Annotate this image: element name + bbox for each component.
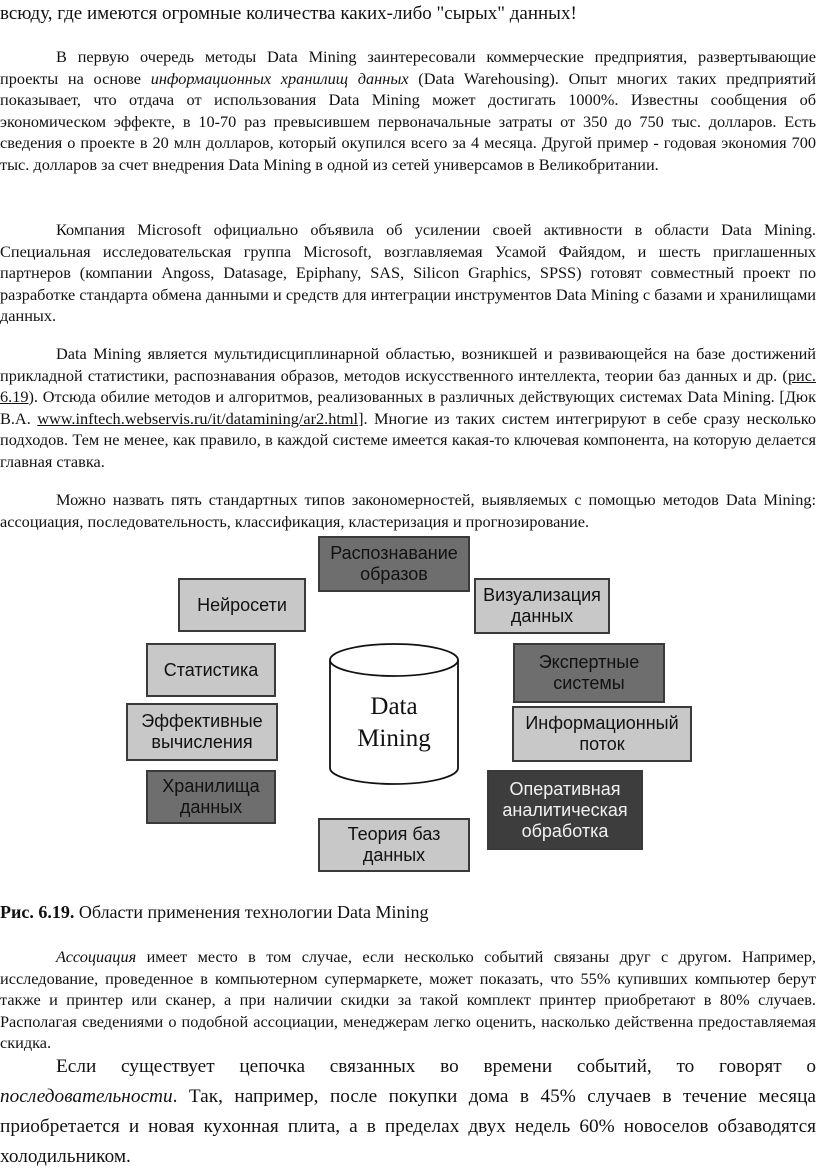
paragraph-data-warehousing bbox=[0, 46, 816, 176]
paragraph-microsoft: Компания Microsoft официально объявила об усилении своей активности в области Data Mining. Специальная исследовательская группа Microsoft, возглавляемая Усамой Файядом, и шесть приглашенных партнеров (компании Angoss, Datasage, Epiphany, SAS, Silicon Graphics, SPSS) готовят совместный проект по разработке стандарта обмена данными и средств для интеграции инструментов Data Mining с базами и хранилищами данных. bbox=[0, 220, 816, 326]
box-neural-networks bbox=[178, 578, 306, 632]
source-url-link[interactable]: www.inftech.webservis.ru/it/datamining/ar2.html bbox=[37, 408, 359, 428]
box-information-flow bbox=[512, 706, 692, 762]
para3-text-a: Data Mining является мультидисциплинарной областью, возникшей и развивающейся на базе достижений прикладной статистики, распознавания образов, методов искусственного интеллекта, теории баз данных и др. ( bbox=[0, 344, 816, 385]
figure-caption-label: Рис. 6.19. bbox=[0, 902, 75, 922]
box-statistics bbox=[146, 643, 276, 697]
cylinder-top bbox=[330, 644, 458, 676]
para1-text-a: В первую очередь методы Data Mining заинтересовали коммерческие предприятия, развертывающие проекты на основе bbox=[0, 47, 816, 88]
box-data-visualization-label: Визуализация данных bbox=[483, 585, 601, 626]
box-statistics-label: Статистика bbox=[163, 659, 259, 680]
box-olap bbox=[487, 770, 643, 850]
figure-caption bbox=[0, 900, 428, 924]
para5-italic-term: Ассоциация bbox=[56, 947, 137, 966]
data-mining-cylinder bbox=[326, 640, 462, 790]
figure-link[interactable]: рис. 6.19 bbox=[0, 365, 816, 407]
para6-italic-term: последовательности bbox=[0, 1086, 173, 1107]
box-pattern-recognition bbox=[318, 536, 470, 592]
cylinder-body bbox=[330, 660, 458, 784]
box-efficient-computing-label: Эффективные вычисления bbox=[141, 711, 263, 752]
para6-text-b: . Так, например, после покупки дома в 45% случаев в течение месяца приобретается и новая кухонная плита, а в пределах двух недель 60% новоселов обзаводятся холодильником. bbox=[0, 1086, 816, 1167]
para1-text-b: (Data Warehousing). Опыт многих таких предприятий показывает, что отдача от использования Data Mining может достигать 1000%. Известны сообщения об экономическом эффекте, в 10-70 раз превысившем первоначальные затраты от 350 до 750 тыс. долларов. Есть сведения о проекте в 20 млн долларов, который окупился всего за 4 месяца. Другой пример - годовая экономия 700 тыс. долларов за счет внедрения Data Mining в одной из сетей универсамов в Великобритании. bbox=[0, 68, 816, 174]
paragraph-multidisciplinary bbox=[0, 343, 816, 473]
para1-italic-term: информационных хранилищ данных bbox=[150, 68, 409, 88]
box-pattern-recognition-label: Распознавание образов bbox=[330, 543, 458, 584]
paragraph-sequence bbox=[0, 1052, 816, 1172]
figure-caption-text: Области применения технологии Data Mining bbox=[74, 902, 429, 922]
para3-text-b: ). Отсюда обилие методов и алгоритмов, реализованных в различных действующих системах Data Mining. [Дюк В.А. bbox=[0, 387, 816, 428]
top-line: всюду, где имеются огромные количества каких-либо "сырых" данных! bbox=[0, 3, 577, 24]
box-database-theory-label: Теория баз данных bbox=[347, 824, 441, 865]
box-expert-systems bbox=[513, 643, 665, 703]
box-data-visualization bbox=[474, 578, 610, 634]
paragraph-pattern-types: Можно назвать пять стандартных типов закономерностей, выявляемых с помощью методов Data Mining: ассоциация, последовательность, классификация, кластеризация и прогнозирование. bbox=[0, 490, 816, 531]
box-data-storage bbox=[146, 770, 276, 824]
box-database-theory bbox=[318, 818, 470, 872]
cylinder-label-line2: Mining bbox=[357, 725, 431, 752]
box-expert-systems-label: Экспертные системы bbox=[538, 652, 640, 693]
paragraph-association bbox=[0, 946, 816, 1054]
box-efficient-computing bbox=[126, 703, 278, 761]
box-olap-label: Оперативная аналитическая обработка bbox=[502, 778, 628, 841]
cylinder-label-line1: Data bbox=[370, 693, 418, 720]
box-information-flow-label: Информационный поток bbox=[525, 713, 679, 754]
para6-text-a: Если существует цепочка связанных во времени событий, то говорят о bbox=[56, 1056, 816, 1077]
para5-text: имеет место в том случае, если несколько событий связаны друг с другом. Например, исследование, проведенное в компьютерном супермаркете, может показать, что 55% купивших компьютер берут также и принтер или сканер, а при наличии скидки за такой комплект принтер приобретают в 80% случаев. Располагая сведениями о подобной ассоциации, менеджерам легко оценить, насколько действенна предоставляемая скидка. bbox=[0, 947, 816, 1053]
para3-text-c: ]. Многие из таких систем интегрируют в себе сразу несколько подходов. Тем не менее, как правило, в каждой системе имеется какая-то ключевая компонента, на которую делается главная ставка. bbox=[0, 408, 816, 471]
box-data-storage-label: Хранилища данных bbox=[162, 776, 260, 817]
box-neural-networks-label: Нейросети bbox=[197, 594, 287, 615]
